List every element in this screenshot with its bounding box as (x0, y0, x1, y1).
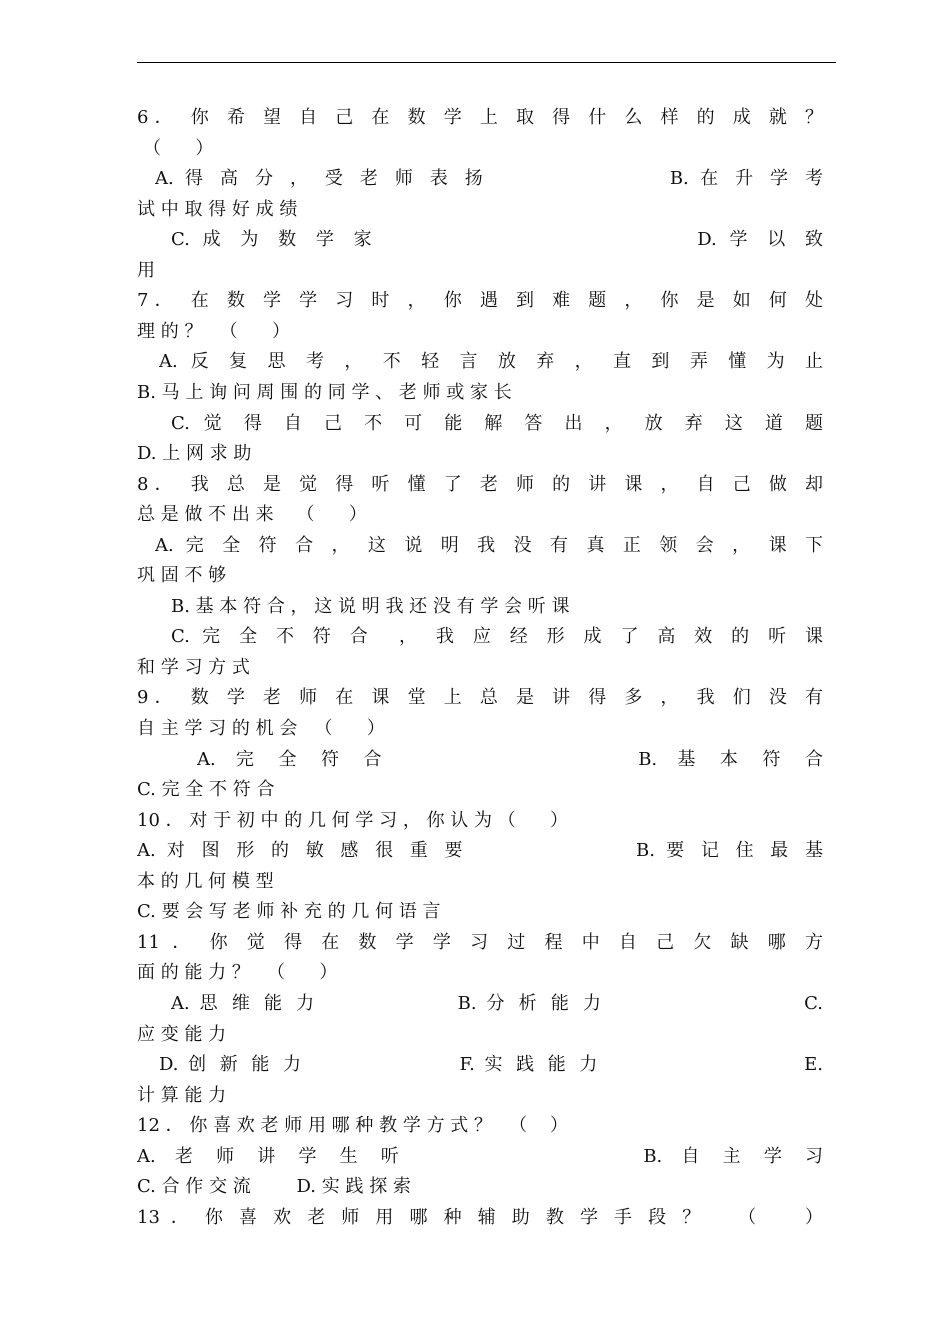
line-text: 12 ． 你 喜 欢 老 师 用 哪 种 教 学 方 式 ？ （ ） (137, 1115, 569, 1137)
text-line (137, 317, 823, 347)
line-text: D. 上 网 求 助 (137, 443, 252, 465)
line-text: C. 完 全 不 符 合 ， 我 应 经 形 成 了 高 效 的 听 课 (171, 626, 823, 648)
line-text: 用 (137, 259, 155, 281)
line-text: 巩 固 不 够 (137, 565, 227, 587)
line-text: B. 马 上 询 问 周 围 的 同 学 、 老 师 或 家 长 (137, 381, 512, 403)
line-text: 11 ． 你 觉 得 在 数 学 学 习 过 程 中 自 己 欠 缺 哪 方 (137, 931, 823, 953)
line-text: 应 变 能 力 (137, 1023, 227, 1045)
line-text: 计 算 能 力 (137, 1084, 227, 1106)
line-text: D. 创 新 能 力 F. 实 践 能 力 E. (159, 1054, 823, 1076)
line-text: 自 主 学 习 的 机 会 （ ） (137, 718, 385, 739)
text-line (137, 714, 823, 744)
line-text: C. 完 全 不 符 合 (137, 779, 275, 801)
text-line (137, 867, 823, 897)
line-text: 9． 数 学 老 师 在 课 堂 上 总 是 讲 得 多 ， 我 们 没 有 (137, 687, 823, 709)
text-line (137, 806, 823, 836)
line-text: 面 的 能 力 ？ （ ） (137, 962, 338, 984)
line-text: 6． 你 希 望 自 己 在 数 学 上 取 得 什 么 样 的 成 就 ？ (137, 107, 823, 128)
text-line (137, 1111, 823, 1141)
text-line (137, 1142, 823, 1172)
text-line (137, 958, 823, 988)
text-line (137, 897, 823, 927)
text-line (137, 928, 823, 958)
line-text: 8． 我 总 是 觉 得 听 懂 了 老 师 的 讲 课 ， 自 己 做 却 (137, 473, 823, 495)
line-text: A. 完 全 符 合 B. 基 本 符 合 (197, 748, 823, 770)
line-text: C. 觉 得 自 己 不 可 能 解 答 出 ， 放 弃 这 道 题 (171, 412, 823, 434)
text-line (159, 347, 823, 377)
text-line (137, 1203, 823, 1233)
line-text: 10 ． 对 于 初 中 的 几 何 学 习 ， 你 认 为 （ ） (137, 809, 569, 831)
text-line (171, 409, 823, 439)
text-line (137, 683, 823, 713)
text-line (137, 256, 823, 286)
text-line (155, 164, 823, 194)
text-line (137, 836, 823, 866)
line-text: 本 的 几 何 模 型 (137, 870, 274, 892)
line-text: 和 学 习 方 式 (137, 656, 250, 678)
text-line (155, 531, 823, 561)
line-text: A. 老 师 讲 学 生 听 B. 自 主 学 习 (137, 1145, 823, 1167)
text-line (143, 134, 823, 164)
line-text: （ ） (143, 137, 214, 159)
text-line (137, 378, 823, 408)
line-text: 13 ． 你 喜 欢 老 师 用 哪 种 辅 助 教 学 手 段 ？ （ ） (137, 1206, 823, 1228)
line-text: C. 合 作 交 流 D. 实 践 探 索 (137, 1176, 411, 1198)
text-line (137, 500, 823, 530)
line-text: A. 对 图 形 的 敏 感 很 重 要 B. 要 记 住 最 基 (137, 840, 823, 862)
line-text: A. 思 维 能 力 B. 分 析 能 力 C. (171, 992, 823, 1014)
text-line (171, 592, 823, 622)
text-line (137, 439, 823, 469)
text-line (171, 225, 823, 255)
text-line (197, 745, 823, 775)
line-text: C. 成 为 数 学 家 D. 学 以 致 (171, 229, 823, 251)
text-line (137, 286, 823, 316)
text-line (137, 1020, 823, 1050)
text-line (171, 622, 823, 652)
line-text: A. 反 复 思 考 ， 不 轻 言 放 弃 ， 直 到 弄 懂 为 止 (159, 351, 823, 373)
line-text: 总 是 做 不 出 来 （ ） (137, 504, 367, 526)
text-line (171, 989, 823, 1019)
text-line (137, 1081, 823, 1111)
line-text: 7． 在 数 学 学 习 时 ， 你 遇 到 难 题 ， 你 是 如 何 处 (137, 290, 823, 312)
line-text: A. 完 全 符 合 ， 这 说 明 我 没 有 真 正 领 会 ， 课 下 (155, 534, 823, 556)
line-text: C. 要 会 写 老 师 补 充 的 几 何 语 言 (137, 901, 441, 923)
text-line (137, 1172, 823, 1202)
text-line (159, 1050, 823, 1080)
header-rule (137, 62, 836, 63)
text-line (137, 653, 823, 683)
line-text: B. 基 本 符 合 ， 这 说 明 我 还 没 有 学 会 听 课 (171, 595, 570, 617)
line-text: 理 的 ？ （ ） (137, 320, 290, 342)
text-line (137, 195, 823, 225)
text-line (137, 103, 823, 133)
text-line (137, 775, 823, 805)
line-text: 试 中 取 得 好 成 绩 (137, 198, 298, 220)
text-line (137, 561, 823, 591)
line-text: A. 得 高 分 ， 受 老 师 表 扬 B. 在 升 学 考 (155, 168, 823, 190)
text-line (137, 470, 823, 500)
